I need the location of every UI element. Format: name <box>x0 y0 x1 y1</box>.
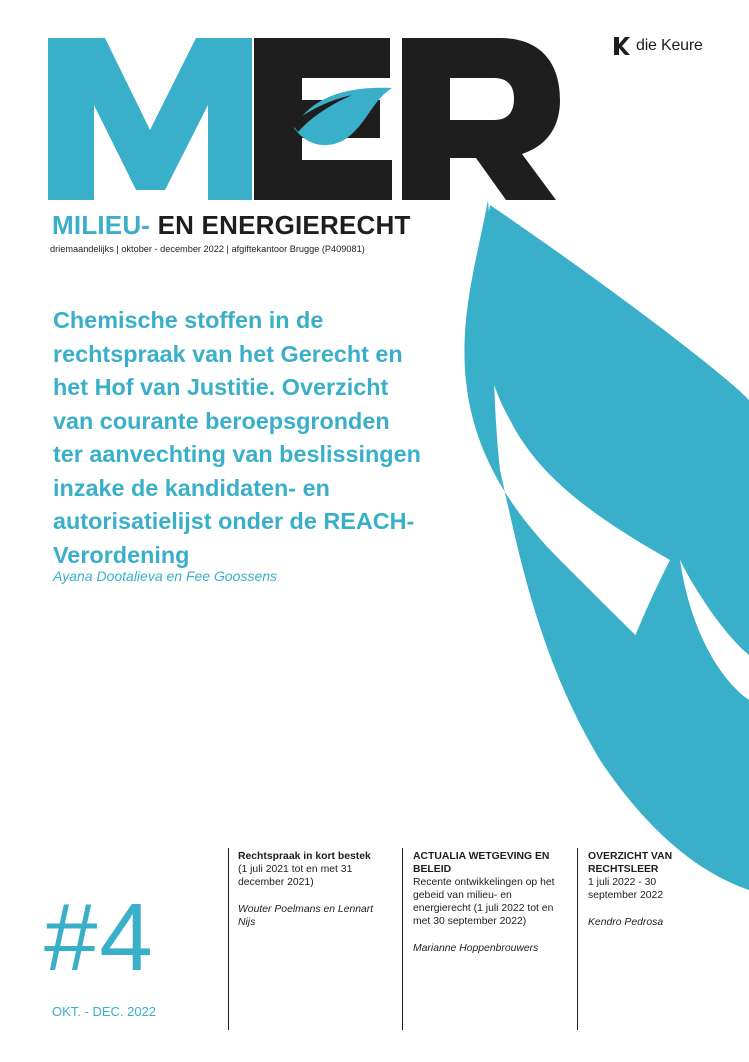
column-divider <box>577 848 578 1030</box>
toc-title-1: Rechtspraak in kort bestek <box>238 851 371 862</box>
publisher-name: die Keure <box>636 37 703 54</box>
column-divider <box>228 848 229 1030</box>
journal-subtitle <box>52 210 411 241</box>
column-divider <box>402 848 403 1030</box>
logo-letter-r <box>402 38 560 200</box>
toc-column-2 <box>413 850 563 1030</box>
toc-author-1: Wouter Poelmans en Lennart Nijs <box>238 904 374 928</box>
feature-authors: Ayana Dootalieva en Fee Goossens <box>53 568 278 584</box>
die-keure-icon <box>612 36 630 56</box>
issue-period: OKT. - DEC. 2022 <box>52 1004 157 1019</box>
logo-letter-m <box>48 38 252 200</box>
toc-body-3: 1 juli 2022 - 30 september 2022 <box>588 877 664 901</box>
toc-column-3 <box>588 850 698 1030</box>
toc-author-3: Kendro Pedrosa <box>588 917 664 928</box>
issue-info-line: driemaandelijks | oktober - december 2022 | afgiftekantoor Brugge (P409081) <box>50 244 365 254</box>
subtitle-part-1: MILIEU- <box>52 210 151 240</box>
issue-number: #4 <box>44 884 155 991</box>
toc-author-2: Marianne Hoppenbrouwers <box>413 943 539 954</box>
feature-headline: Chemische stoffen in de rechtspraak van het Gerecht en het Hof van Justitie. Overzicht van courante beroepsgronden ter aanvechting van beslissingen inzake de kandidaten- en autorisatielijst onder de REACH-Verordening <box>53 307 421 568</box>
publisher-logo <box>612 36 703 56</box>
toc-column-1 <box>238 850 388 1030</box>
toc-title-2: ACTUALIA WETGEVING EN BELEID <box>413 851 550 875</box>
subtitle-part-2: EN ENERGIERECHT <box>157 210 411 240</box>
toc-body-1: (1 juli 2021 tot en met 31 december 2021) <box>238 864 353 888</box>
toc-body-2: Recente ontwikkelingen op het gebeid van milieu- en energierecht (1 juli 2022 tot en met 30 september 2022) <box>413 877 555 927</box>
toc-title-3: OVERZICHT VAN RECHTSLEER <box>588 851 673 875</box>
